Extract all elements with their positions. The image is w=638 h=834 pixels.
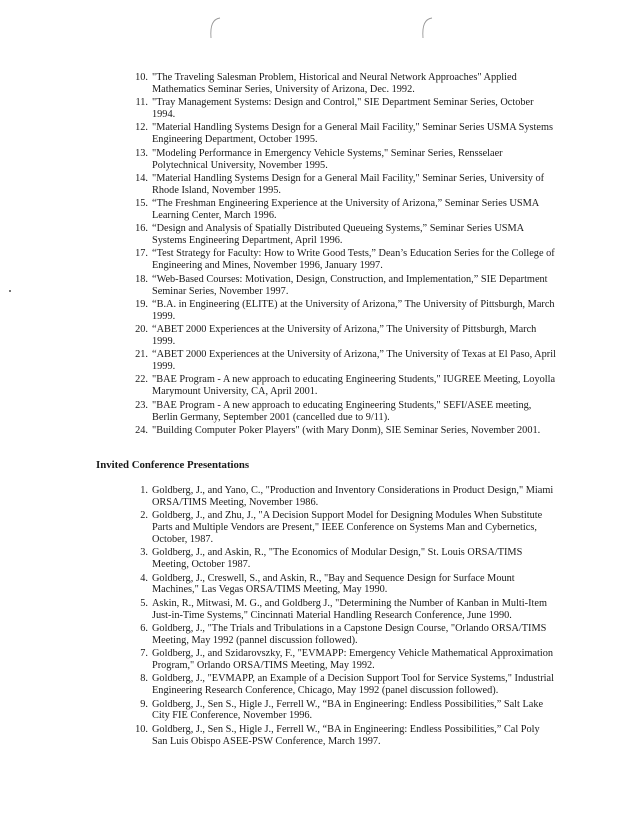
conference-item-number: 10. [135, 723, 148, 735]
seminar-item-text: "Material Handling Systems Design for a General Mail Facility," Seminar Series, University of Rhode Island, November 1995. [152, 172, 545, 196]
seminar-item-number: 11. [135, 97, 148, 109]
conference-item [136, 510, 556, 546]
conference-item [136, 673, 556, 697]
seminar-item [136, 97, 556, 121]
conference-item-text: Goldberg, J., and Zhu, J., "A Decision Support Model for Designing Modules When Substitute Parts and Multiple Vendors are Present," IEEE Conference on Systems Man and Cybernetics, October, 1987. [152, 510, 543, 546]
conference-item [136, 699, 556, 723]
conference-item-text: Goldberg, J., Sen S., Higle J., Ferrell W., “BA in Engineering: Endless Possibilities,” Salt Lake City FIE Conference, November 1996. [152, 698, 544, 722]
seminar-item-number: 16. [135, 223, 148, 235]
conference-item-number: 4. [140, 572, 148, 584]
seminar-item-number: 19. [135, 298, 148, 310]
seminar-item [136, 72, 556, 96]
conference-item-text: Goldberg, J., Sen S., Higle J., Ferrell W., “BA in Engineering: Endless Possibilities,” Cal Poly San Luis Obispo ASEE-PSW Conference, March 1997. [152, 723, 540, 747]
scan-speck [9, 290, 11, 292]
conference-item-number: 1. [140, 485, 148, 496]
seminar-item-text: “ABET 2000 Experiences at the University of Arizona,” The University of Texas at El Paso, April 1999. [152, 349, 556, 373]
punch-hole-mark-right [420, 16, 434, 40]
seminar-item-number: 15. [135, 198, 148, 210]
seminar-item [136, 299, 556, 323]
seminar-item-text: "Material Handling Systems Design for a General Mail Facility," Seminar Series USMA Systems Engineering Department, October 1995. [152, 122, 553, 146]
seminar-item-number: 13. [135, 147, 148, 159]
conference-item-text: Goldberg, J., and Askin, R., "The Economics of Modular Design," St. Louis ORSA/TIMS Meeting, October 1987. [152, 547, 523, 571]
seminar-item-text: “Web-Based Courses: Motivation, Design, Construction, and Implementation,” SIE Department Seminar Series, November 1997. [152, 273, 548, 297]
seminar-item [136, 425, 556, 437]
seminar-item [136, 274, 556, 298]
conference-item [136, 724, 556, 748]
seminar-item-number: 22. [135, 374, 148, 386]
conference-item [136, 485, 556, 509]
seminar-item-number: 21. [135, 349, 148, 361]
seminar-item [136, 223, 556, 247]
seminar-item-number: 24. [135, 424, 148, 436]
conference-item [136, 623, 556, 647]
conference-list [136, 485, 556, 749]
conference-item-number: 5. [140, 597, 148, 609]
seminar-item [136, 198, 556, 222]
punch-hole-mark-left [208, 16, 222, 40]
seminar-item [136, 400, 556, 424]
seminar-item-text: “ABET 2000 Experiences at the University of Arizona,” The University of Pittsburgh, March 1999. [152, 324, 537, 347]
seminar-item-text: "Building Computer Poker Players" (with Mary Donm), SIE Seminar Series, November 2001. [152, 424, 541, 436]
seminar-item-text: "Modeling Performance in Emergency Vehicle Systems," Seminar Series, Rensselaer Polytechnical University, November 1995. [152, 147, 503, 171]
conference-item [136, 573, 556, 597]
seminar-list [136, 72, 556, 438]
conference-item-text: Askin, R., Mitwasi, M. G., and Goldberg J., "Determining the Number of Kanban in Multi-Item Just-in-Time Systems," Cincinnati Material Handling Research Conference, June 1990. [152, 597, 547, 621]
seminar-item-number: 12. [135, 122, 148, 134]
seminar-item-text: “Test Strategy for Faculty: How to Write Good Tests,” Dean’s Education Series for the College of Engineering and Mines, November 1996, January 1997. [152, 248, 555, 272]
conference-item-text: Goldberg, J., Creswell, S., and Askin, R., "Bay and Sequence Design for Surface Mount Machines," Las Vegas ORSA/TIMS Meeting, May 1990. [152, 572, 515, 596]
conference-item-number: 9. [140, 698, 148, 710]
seminar-item-number: 23. [135, 399, 148, 411]
seminar-item-text: "The Traveling Salesman Problem, Historical and Neural Network Approaches" Applied Mathematics Seminar Series, University of Arizona, Dec. 1992. [152, 72, 517, 95]
seminar-item-number: 20. [135, 324, 148, 336]
seminar-item-text: "BAE Program - A new approach to educating Engineering Students," IUGREE Meeting, Loyolla Marymount University, CA, April 2001. [152, 374, 556, 398]
conference-item-text: Goldberg, J., and Szidarovszky, F., "EVMAPP: Emergency Vehicle Mathematical Approximation Program," Orlando ORSA/TIMS Meeting, May 1992. [152, 648, 554, 672]
seminar-item [136, 173, 556, 197]
seminar-item [136, 349, 556, 373]
conference-item-text: Goldberg, J., "EVMAPP, an Example of a Decision Support Tool for Service Systems," Industrial Engineering Research Conference, Chicago, May 1992 (panel discussion followed). [152, 673, 554, 697]
seminar-item-text: “Design and Analysis of Spatially Distributed Queueing Systems,” Seminar Series USMA Systems Engineering Department, April 1996. [152, 223, 524, 247]
conference-item-text: Goldberg, J., "The Trials and Tribulations in a Capstone Design Course, "Orlando ORSA/TIMS Meeting, May 1992 (pannel discussion followed). [152, 622, 547, 646]
conference-item [136, 598, 556, 622]
seminar-item-number: 18. [135, 273, 148, 285]
seminar-item-number: 14. [135, 172, 148, 184]
seminar-item-number: 10. [135, 72, 148, 83]
seminar-item [136, 374, 556, 398]
section-heading: Invited Conference Presentations [96, 459, 250, 471]
seminar-item [136, 148, 556, 172]
conference-item-number: 7. [140, 648, 148, 660]
seminar-item-text: “The Freshman Engineering Experience at the University of Arizona,” Seminar Series USMA Learning Center, March 1996. [152, 198, 539, 221]
seminar-item-text: "Tray Management Systems: Design and Control," SIE Department Seminar Series, October 1994. [152, 97, 534, 121]
conference-item [136, 547, 556, 571]
seminar-item-text: "BAE Program - A new approach to educating Engineering Students," SEFI/ASEE meeting, Berlin Germany, September 2001 (cancelled due to 9/11). [152, 399, 532, 423]
conference-item-number: 8. [140, 673, 148, 685]
seminar-item [136, 324, 556, 348]
seminar-item-text: “B.A. in Engineering (ELITE) at the University of Arizona,” The University of Pittsburgh, March 1999. [152, 298, 555, 322]
seminar-item [136, 122, 556, 146]
seminar-item-number: 17. [135, 248, 148, 260]
conference-item-number: 2. [140, 510, 148, 522]
seminar-item [136, 248, 556, 272]
conference-item-number: 3. [140, 547, 148, 559]
conference-item-number: 6. [140, 622, 148, 634]
conference-item [136, 648, 556, 672]
conference-item-text: Goldberg, J., and Yano, C., "Production and Inventory Considerations in Product Design," Miami ORSA/TIMS Meeting, November 1986. [152, 485, 554, 508]
